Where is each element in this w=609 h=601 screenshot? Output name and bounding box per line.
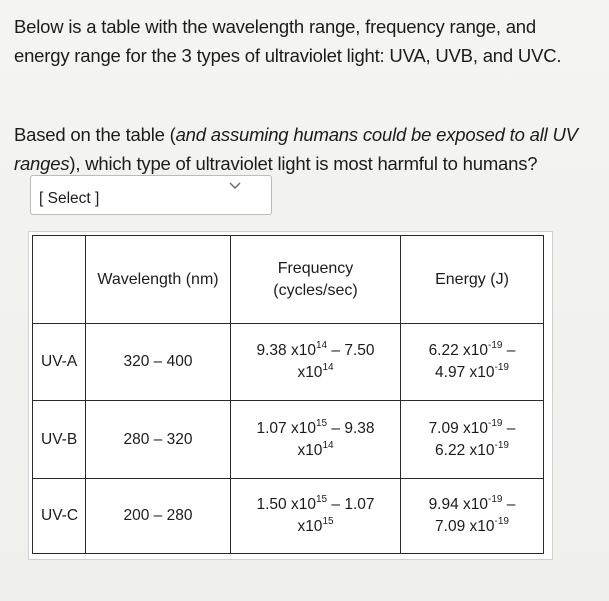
- row-type: UV-B: [33, 401, 86, 479]
- row-frequency: [231, 479, 401, 554]
- row-frequency: [231, 401, 401, 479]
- energy-start-exponent: -19: [488, 340, 503, 351]
- header-frequency-line2: (cycles/sec): [273, 281, 358, 299]
- freq-start-exponent: 15: [315, 417, 328, 429]
- table-header-row: [33, 236, 544, 324]
- row-type: UV-A: [33, 324, 86, 401]
- header-wavelength: Wavelength (nm): [86, 236, 231, 324]
- freq-end-exponent: 15: [322, 516, 334, 527]
- freq-end-base: x10: [297, 518, 323, 535]
- table-row: [33, 479, 544, 554]
- freq-end-base: x10: [297, 364, 323, 381]
- energy-separator: –: [502, 419, 516, 437]
- header-energy: Energy (J): [401, 236, 544, 324]
- question-italic: and assuming humans could be exposed to all UV ranges: [14, 124, 578, 174]
- energy-end-exponent: -19: [494, 439, 509, 451]
- freq-separator: –: [327, 419, 345, 437]
- freq-start-exponent: 15: [315, 494, 328, 505]
- freq-end-mantissa: 7.50: [344, 342, 375, 359]
- question-part-2: ), which type of ultraviolet light is most harmful to humans?: [69, 153, 538, 174]
- energy-start-exponent: -19: [488, 417, 503, 429]
- row-wavelength: 280 – 320: [86, 401, 231, 479]
- freq-start-mantissa: 1.50 x10: [256, 496, 316, 513]
- energy-start-mantissa: 7.09 x10: [428, 419, 489, 437]
- row-wavelength: 320 – 400: [86, 324, 231, 401]
- energy-start-mantissa: 6.22 x10: [428, 342, 489, 359]
- freq-end-exponent: 14: [322, 362, 334, 373]
- freq-end-base: x10: [297, 441, 323, 459]
- uv-table: [32, 235, 544, 554]
- freq-separator: –: [327, 342, 345, 359]
- energy-end-mantissa: 7.09 x10: [435, 518, 495, 535]
- row-wavelength: 200 – 280: [86, 479, 231, 554]
- freq-end-mantissa: 9.38: [344, 419, 375, 437]
- uv-table-container: [28, 231, 553, 560]
- row-energy: [401, 401, 544, 479]
- energy-end-mantissa: 6.22 x10: [435, 441, 495, 459]
- row-frequency: [231, 324, 401, 401]
- row-type: UV-C: [33, 479, 86, 554]
- intro-text: Below is a table with the wavelength range, frequency range, and energy range for the 3 types of ultraviolet light: UVA, UVB, and UVC.: [14, 16, 562, 66]
- header-type: [33, 236, 86, 324]
- energy-separator: –: [502, 342, 516, 359]
- chevron-down-icon: [227, 180, 243, 190]
- freq-end-exponent: 14: [322, 439, 334, 451]
- energy-end-exponent: -19: [494, 362, 509, 373]
- freq-separator: –: [327, 496, 345, 513]
- energy-end-mantissa: 4.97 x10: [435, 364, 495, 381]
- header-frequency: [231, 236, 401, 324]
- table-row: [33, 401, 544, 479]
- question-text: [14, 120, 589, 178]
- row-energy: [401, 479, 544, 554]
- energy-separator: –: [502, 496, 516, 513]
- freq-start-mantissa: 1.07 x10: [256, 419, 316, 437]
- energy-start-mantissa: 9.94 x10: [428, 496, 489, 513]
- row-energy: [401, 324, 544, 401]
- freq-start-exponent: 14: [315, 340, 328, 351]
- energy-start-exponent: -19: [488, 494, 503, 505]
- answer-select[interactable]: [30, 175, 272, 215]
- energy-end-exponent: -19: [494, 516, 509, 527]
- select-placeholder: [ Select ]: [39, 190, 100, 207]
- freq-end-mantissa: 1.07: [344, 496, 375, 513]
- table-row: [33, 324, 544, 401]
- question-part-1: Based on the table (: [14, 124, 176, 145]
- freq-start-mantissa: 9.38 x10: [256, 342, 316, 359]
- header-frequency-line1: Frequency: [277, 259, 354, 277]
